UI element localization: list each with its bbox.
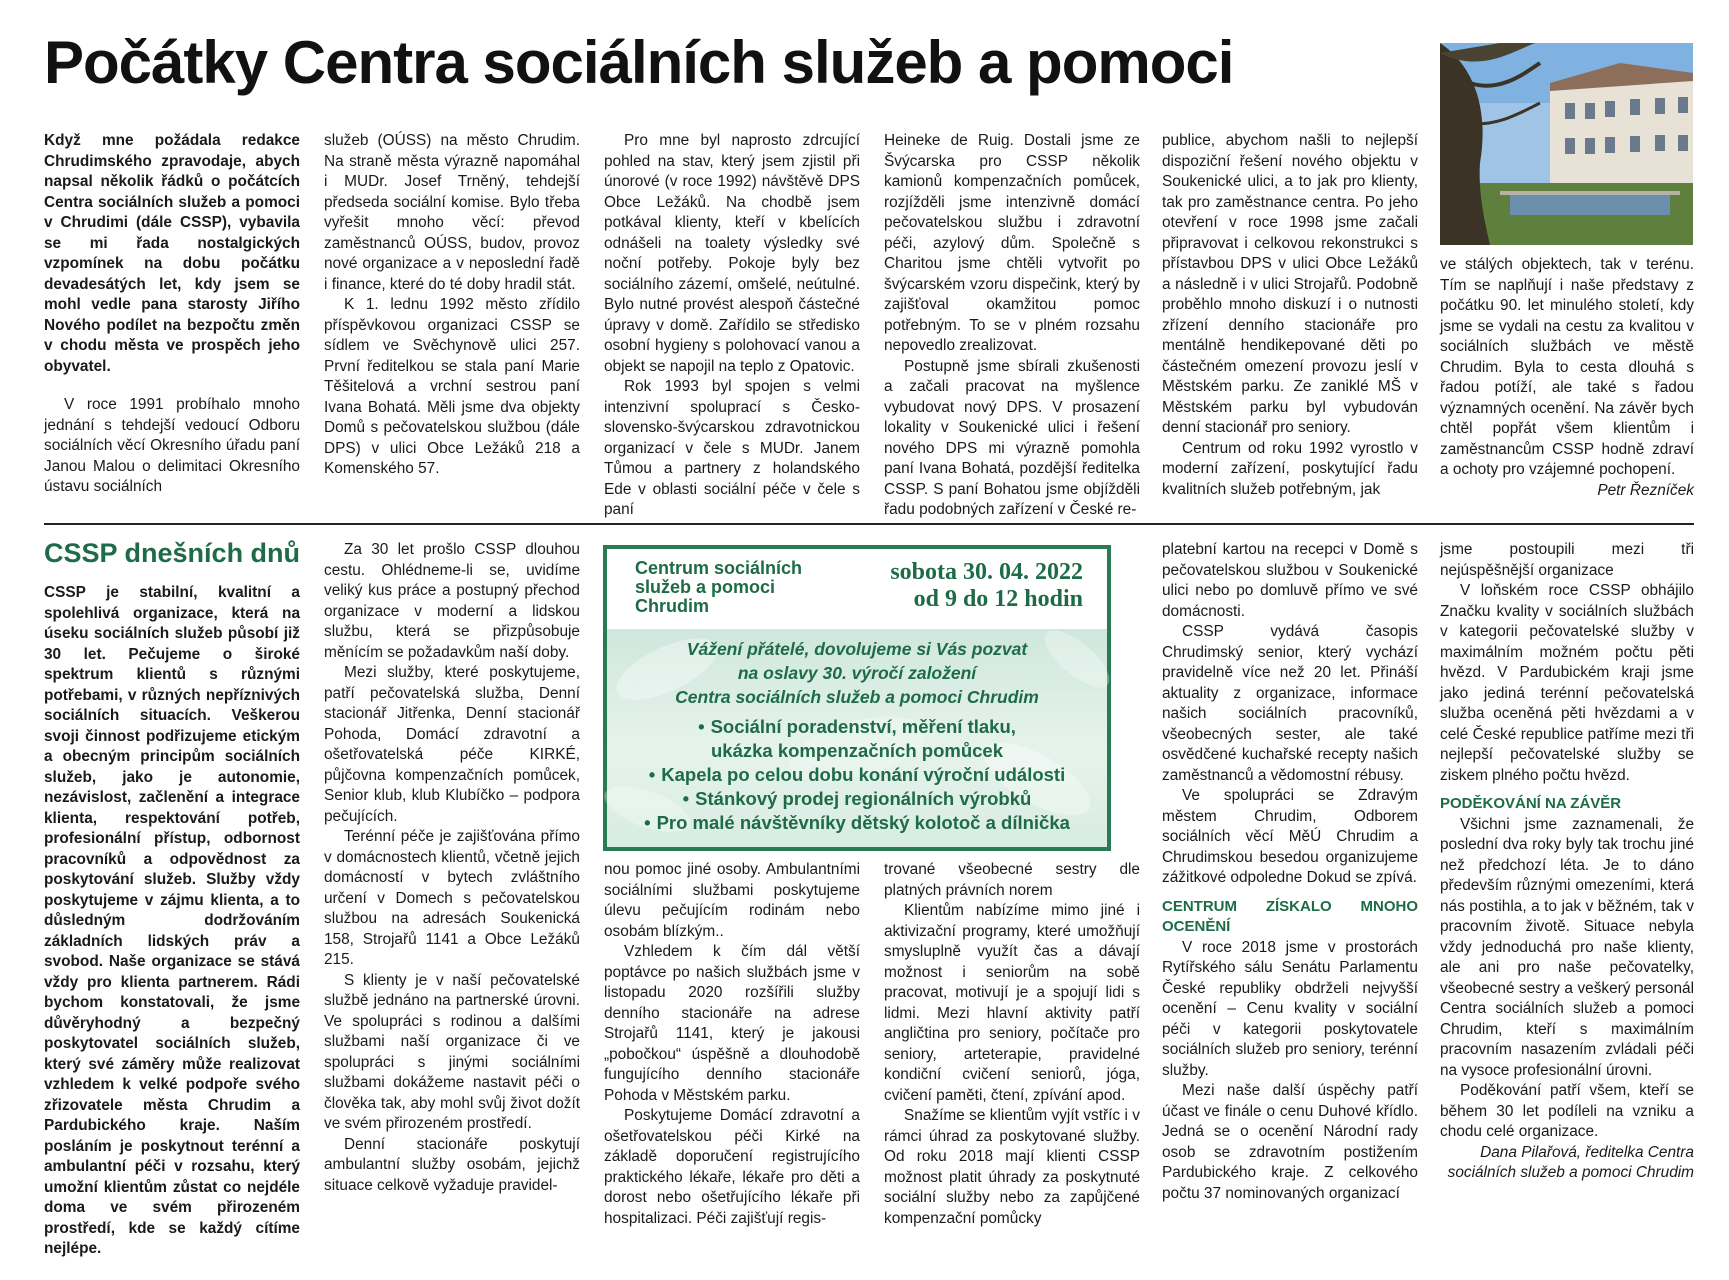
section-heading: CENTRUM ZÍSKALO MNOHO OCENĚNÍ	[1162, 897, 1418, 935]
paragraph: Postupně jsme sbírali zkušenosti a začali pracovat na myšlence vybudovat nový DPS. V prosazení lokality v Soukenické ulici i řešení nového DPS mi výrazně pomohla paní Ivana Bohatá, pozdější ředitelka CSSP. S paní Bohatou jsme objížděli řadu podobných zařízení v České re-	[884, 357, 1140, 518]
paragraph: V loňském roce CSSP obhájilo Značku kvality v sociálních službách v kategorii pečovatelské služby v maximálním možném počtu pěti hvězd. V Pardubickém kraji jsme jako jediná terénní pečovatelská služba oceněná pěti hvězdami a v celé České republice patříme mezi tři nejlepší pečovatelské služby se ziskem plného počtu hvězd.	[1440, 582, 1694, 784]
paragraph: Klientům nabízíme mimo jiné i aktivizační programy, které umožňují smysluplně využít čas a dávají možnost i seniorům na sobě pracovat, motivují je a spojují lidi s lidmi. Mezi hlavní aktivity patří angličtina pro seniory, počítače pro seniory, arteterapie, pravidelné kondiční cvičení seniorů, jóga, cvičení paměti, čtení, zpívání apod.	[884, 902, 1140, 1104]
author-signature: Petr Řezníček	[1597, 481, 1694, 499]
top-column-3	[604, 131, 860, 516]
program-item	[607, 715, 1107, 739]
paragraph: Centrum od roku 1992 vyrostlo v moderní zařízení, poskytující řadu kvalitních služeb potřebným, jak	[1162, 439, 1418, 498]
program-item-text: Sociální poradenství, měření tlaku,	[710, 716, 1016, 737]
paragraph: Za 30 let prošlo CSSP dlouhou cestu. Ohlédneme-li se, uvidíme veliký kus práce a postupný přechod organizace v moderní a lidskou službu, která se přizpůsobuje měnícím se požadavkům naší doby.	[324, 541, 580, 661]
article-title: Počátky Centra sociálních služeb a pomoci	[44, 29, 1234, 96]
paragraph: Rok 1993 byl spojen s velmi intenzivní spoluprací s Česko-slovensko-švýcarskou zdravotnickou organizací v čele s MUDr. Janem Tůmou a partnery z holandského Ede v oblasti sociální péče v čele s paní	[604, 378, 860, 518]
top-column-4	[884, 131, 1140, 516]
paragraph: CSSP vydává časopis Chrudimský senior, který vychází pravidelně více než 20 let. Přináší aktuality z organizace, informace našich sociálních pracovníků, všeobecných sester, ale také osvědčené kuchařské recepty našich zaměstnanců a vědomostní rébusy.	[1162, 623, 1418, 784]
paragraph: Všichni jsme zaznamenali, že poslední dva roky byly tak trochu jiné než předchozí léta. Je to dáno především různými omezeními, která nás postihla, a to jak v běžném, tak v pracovním životě. Situace nebyla vždy jednoduchá pro naše klienty, ale ani pro naše pečovatelky, všeobecné sestry a veškerý personál Centra sociálních služeb a pomoci Chrudim, kteří s maximálním pracovním nasazením zvládali péči na vysoce profesionální úrovni.	[1440, 815, 1694, 1079]
bottom-column-4	[884, 860, 1140, 1245]
program-item	[607, 787, 1107, 811]
paragraph: Poděkování patří všem, kteří se během 30 let podíleli na vzniku a chodu celé organizace.	[1440, 1082, 1694, 1140]
paragraph: jsme postoupili mezi tři nejúspěšnější organizace	[1440, 541, 1694, 579]
paragraph: platební kartou na recepci v Domě s pečovatelskou službou v Soukenické ulici nebo po domluvě přímo ve své domácnosti.	[1162, 541, 1418, 620]
paragraph: Poskytujeme Domácí zdravotní a ošetřovatelskou péči Kirké na základě doporučení registrujícího praktického lékaře, lékaře pro děti a dorost nebo ošetřujícího lékaře při hospitalizaci. Péči zajišťují regis-	[604, 1107, 860, 1227]
greeting-line: Centra sociálních služeb a pomoci Chrudim	[675, 687, 1039, 707]
bottom-column-3	[604, 860, 860, 1245]
bottom-column-6	[1440, 540, 1694, 1245]
bullet-icon: •	[682, 788, 690, 809]
top-column-6	[1440, 255, 1694, 517]
event-date: sobota 30. 04. 2022	[890, 559, 1083, 585]
top-column-5	[1162, 131, 1418, 516]
intro-paragraph: Když mne požádala redakce Chrudimského zpravodaje, abych napsal několik řádků o počátcích Centra sociálních služeb a pomoci v Chrudimi (dále CSSP), vybavila se mi řada nostalgických vzpomínek na dobu počátku devadesátých let, kdy jsem se mohl vedle pana starosty Jiřího Nového podílet na bezpočtu změn v chodu města ve prospěch jeho obyvatel.	[44, 132, 300, 375]
paragraph: V roce 1991 probíhalo mnoho jednání s tehdejší vedoucí Odboru sociálních věcí Okresního úřadu paní Janou Malou o delimitaci Okresního ústavu sociálních	[44, 396, 300, 495]
paragraph: nou pomoc jiné osoby. Ambulantními sociálními službami poskytujeme úlevu pečujícím rodinám nebo osobám blízkým..	[604, 861, 860, 940]
bottom-column-2	[324, 540, 580, 1245]
paragraph: Mezi naše další úspěchy patří účast ve finále o cenu Duhové křídlo. Jedná se o ocenění Národní rady osob se zdravotním postižením Pardubického kraje. Z celkového počtu 37 nominovaných organizací	[1162, 1082, 1418, 1202]
bottom-column-1	[44, 583, 300, 1257]
top-column-2	[324, 131, 580, 516]
program-item	[607, 811, 1107, 835]
bottom-column-5	[1162, 540, 1418, 1245]
greeting-line: na oslavy 30. výročí založení	[737, 663, 977, 683]
paragraph: Denní stacionáře poskytují ambulantní služby osobám, jejichž situace celkově vyžaduje pravidel-	[324, 1135, 580, 1194]
paragraph: Mezi služby, které poskytujeme, patří pečovatelská služba, Denní stacionář Jitřenka, Denní stacionář Pohoda, Domácí zdravotní a ošetřovatelská péče KIRKÉ, půjčovna kompenzačních pomůcek, Senior klub, klub Klubíčko – podpora pečujících.	[324, 664, 580, 825]
building-photo	[1440, 43, 1693, 245]
lead-paragraph: CSSP je stabilní, kvalitní a spolehlivá organizace, která na úseku sociálních služeb působí již 30 let. Pečujeme o široké spektrum klientů s různými potřebami, v různých nepříznivých sociálních situacích. Veškerou svoji činnost podřizujeme etickým a obecným principům sociálních služeb, jako je autonomie, nezávislost, začlenění a integrace klienta, respektování potřeb, profesionální přístup, odbornost pracovníků a odpovědnost za poskytování služeb. Služby vždy poskytujeme v zájmu klienta, a to důsledným dodržováním základních lidských práv a svobod. Naše organizace se stává vždy pro klienta partnerem. Rádi bychom konstatovali, že jsme důvěryhodný a bezpečný poskytovatel sociálních služeb, který své záměry může realizovat vzhledem k velké podpoře svého zřizovatele města Chrudim a Pardubického kraje. Naším posláním je poskytnout terénní a ambulantní péči v rozsahu, který umožní klientům zůstat co nejdéle doma ve svém přirozeném prostředí, kde se každý cítíme nejlépe.	[44, 584, 300, 1257]
paragraph: K 1. lednu 1992 město zřídilo příspěvkovou organizaci CSSP se sídlem ve Svěchynově ulici 257. První ředitelkou se stala paní Marie Těšitelová a vrchní sestrou paní Ivana Bohatá. Měli jsme dva objekty Domů s pečovatelskou službou (dále DPS) v ulici Obce Ležáků 218 a Komenského 57.	[324, 296, 580, 477]
event-time: od 9 do 12 hodin	[913, 586, 1083, 612]
paragraph: S klienty je v naší pečovatelské službě jednáno na partnerské úrovni. Ve spolupráci s rodinou a dalšími službami naší organizace či ve spolupráci s jinými sociálními službami dokážeme nastavit péči o člověka tak, aby mohl svůj život dožít ve svém přirozeném prostředí.	[324, 971, 580, 1132]
org-line: Centrum sociálních	[635, 558, 803, 578]
section-heading: PODĚKOVÁNÍ NA ZÁVĚR	[1440, 795, 1622, 812]
program-item	[607, 739, 1107, 763]
program-list	[607, 715, 1107, 835]
author-signature: Dana Pilařová, ředitelka Centra sociálních služeb a pomoci Chrudim	[1447, 1143, 1694, 1181]
paragraph: Ve spolupráci se Zdravým městem Chrudim, Odborem sociálních věcí MěÚ Chrudim a Chrudimskou besedou organizujeme zážitkové odpoledne Dokud se zpívá.	[1162, 787, 1418, 886]
paragraph: služeb (OÚSS) na město Chrudim. Na straně města výrazně napomáhal i MUDr. Josef Trněný, tehdejší předseda sociální komise. Bylo třeba vyřešit mnoho věcí: převod zaměstnanců OÚSS, budov, provoz nové organizace a v neposlední řadě i finance, které do té doby hradil stát.	[324, 132, 580, 293]
invitation-greeting	[607, 637, 1107, 709]
top-column-1	[44, 131, 300, 516]
invitation-date	[890, 559, 1083, 613]
section-subtitle: CSSP dnešních dnů	[44, 538, 301, 568]
paragraph: Terénní péče je zajišťována přímo v domácnostech klientů, včetně jejich domácností v bytech zvláštního určení v Domech s pečovatelskou službou na adresách Soukenická 158, Strojařů 1141 a Obce Ležáků 215.	[324, 828, 580, 968]
building-photo-image	[1440, 43, 1693, 245]
invitation-body	[607, 629, 1107, 847]
paragraph: Vzhledem k čím dál větší poptávce po našich službách jsme v listopadu 2020 rozšířili služby denního stacionáře na adrese Strojařů 1141, který je jakousi „pobočkou“ úspěšně a dlouhodobě fungujícího denního stacionáře Pohoda v Městském parku.	[604, 943, 860, 1104]
greeting-line: Vážení přátelé, dovolujeme si Vás pozvat	[686, 639, 1028, 659]
paragraph: ve stálých objektech, tak v terénu. Tím se naplňují i naše představy z počátku 90. let minulého století, kdy jsme se vydali na cestu za kvalitou v sociálních službách ve městě Chrudim. Byla to cesta dlouhá s řadou potíží, ale také s řadou významných ocenění. Na závěr bych chtěl popřát všem klientům i zaměstnancům CSSP hodně zdraví a ochoty pro vzájemné pochopení.	[1440, 256, 1694, 478]
invitation-box	[603, 545, 1111, 851]
paragraph: trované všeobecné sestry dle platných právních norem	[884, 861, 1140, 899]
bullet-icon: •	[698, 716, 705, 737]
program-item-text: Pro malé návštěvníky dětský kolotoč a dílnička	[656, 812, 1070, 833]
invitation-organization	[635, 559, 802, 616]
program-item-text: Stánkový prodej regionálních výrobků	[695, 788, 1032, 809]
bullet-icon: •	[648, 764, 656, 785]
bullet-icon: •	[644, 812, 651, 833]
paragraph: publice, abychom našli to nejlepší dispoziční řešení nového objektu v Soukenické ulici, a to jak pro klienty, tak pro zaměstnance centra. Po jeho otevření v roce 1998 jsme začali připravovat i celkovou rekonstrukci s přístavbou DPS v ulici Obce Ležáků a následně i v ulici Strojařů. Podobně proběhlo mnoho diskuzí i o nutnosti zřízení denního stacionáře pro mentálně hendikepované děti po částečném omezení provozu jeslí v Městském parku. Ze zaniklé MŠ v Městském parku byl vybudován denní stacionář pro seniory.	[1162, 132, 1418, 436]
paragraph: V roce 2018 jsme v prostorách Rytířského sálu Senátu Parlamentu České republiky obdrželi nejvyšší ocenění – Cenu kvality v sociální péči v kategorii poskytovatele sociálních služeb pro seniory, terénní služby.	[1162, 938, 1418, 1079]
program-item	[607, 763, 1107, 787]
org-line: Chrudim	[635, 596, 709, 616]
paragraph: Heineke de Ruig. Dostali jsme ze Švýcarska pro CSSP několik kamionů kompenzačních pomůcek, rozjížděli jsme intenzivně domácí pečovatelskou službu i zdravotní péči, azylový dům. Společně s Charitou jsme chtěli vytvořit po švýcarském vzoru dispečink, který by zajišťoval okamžitou pomoc potřebným. To se v plném rozsahu nepovedlo zrealizovat.	[884, 132, 1140, 354]
section-divider	[44, 523, 1694, 525]
program-item-text: ukázka kompenzačních pomůcek	[711, 740, 1003, 761]
paragraph: Pro mne byl naprosto zdrcující pohled na stav, který jsem zjistil při únorové (v roce 1992) návštěvě DPS Obce Ležáků. Na chodbě jsem potkával klienty, kteří v kbelících odnášeli na toalety výsledky své noční potřeby. Pokoje byly bez sociálního zázemí, omšelé, neútulné. Bylo nutné provést alespoň částečné úpravy v domě. Zařídilo se středisko osobní hygieny s polohovací vanou a objekt se napojil na teplo z Opatovic.	[604, 132, 860, 375]
program-item-text: Kapela po celou dobu konání výroční události	[661, 764, 1066, 785]
paragraph: Snažíme se klientům vyjít vstříc i v rámci úhrad za poskytované služby. Od roku 2018 mají klienti CSSP možnost platit úhrady za poskytnuté sociální služby nebo za zapůjčené kompenzační pomůcky	[884, 1107, 1140, 1227]
org-line: služeb a pomoci	[635, 577, 776, 597]
